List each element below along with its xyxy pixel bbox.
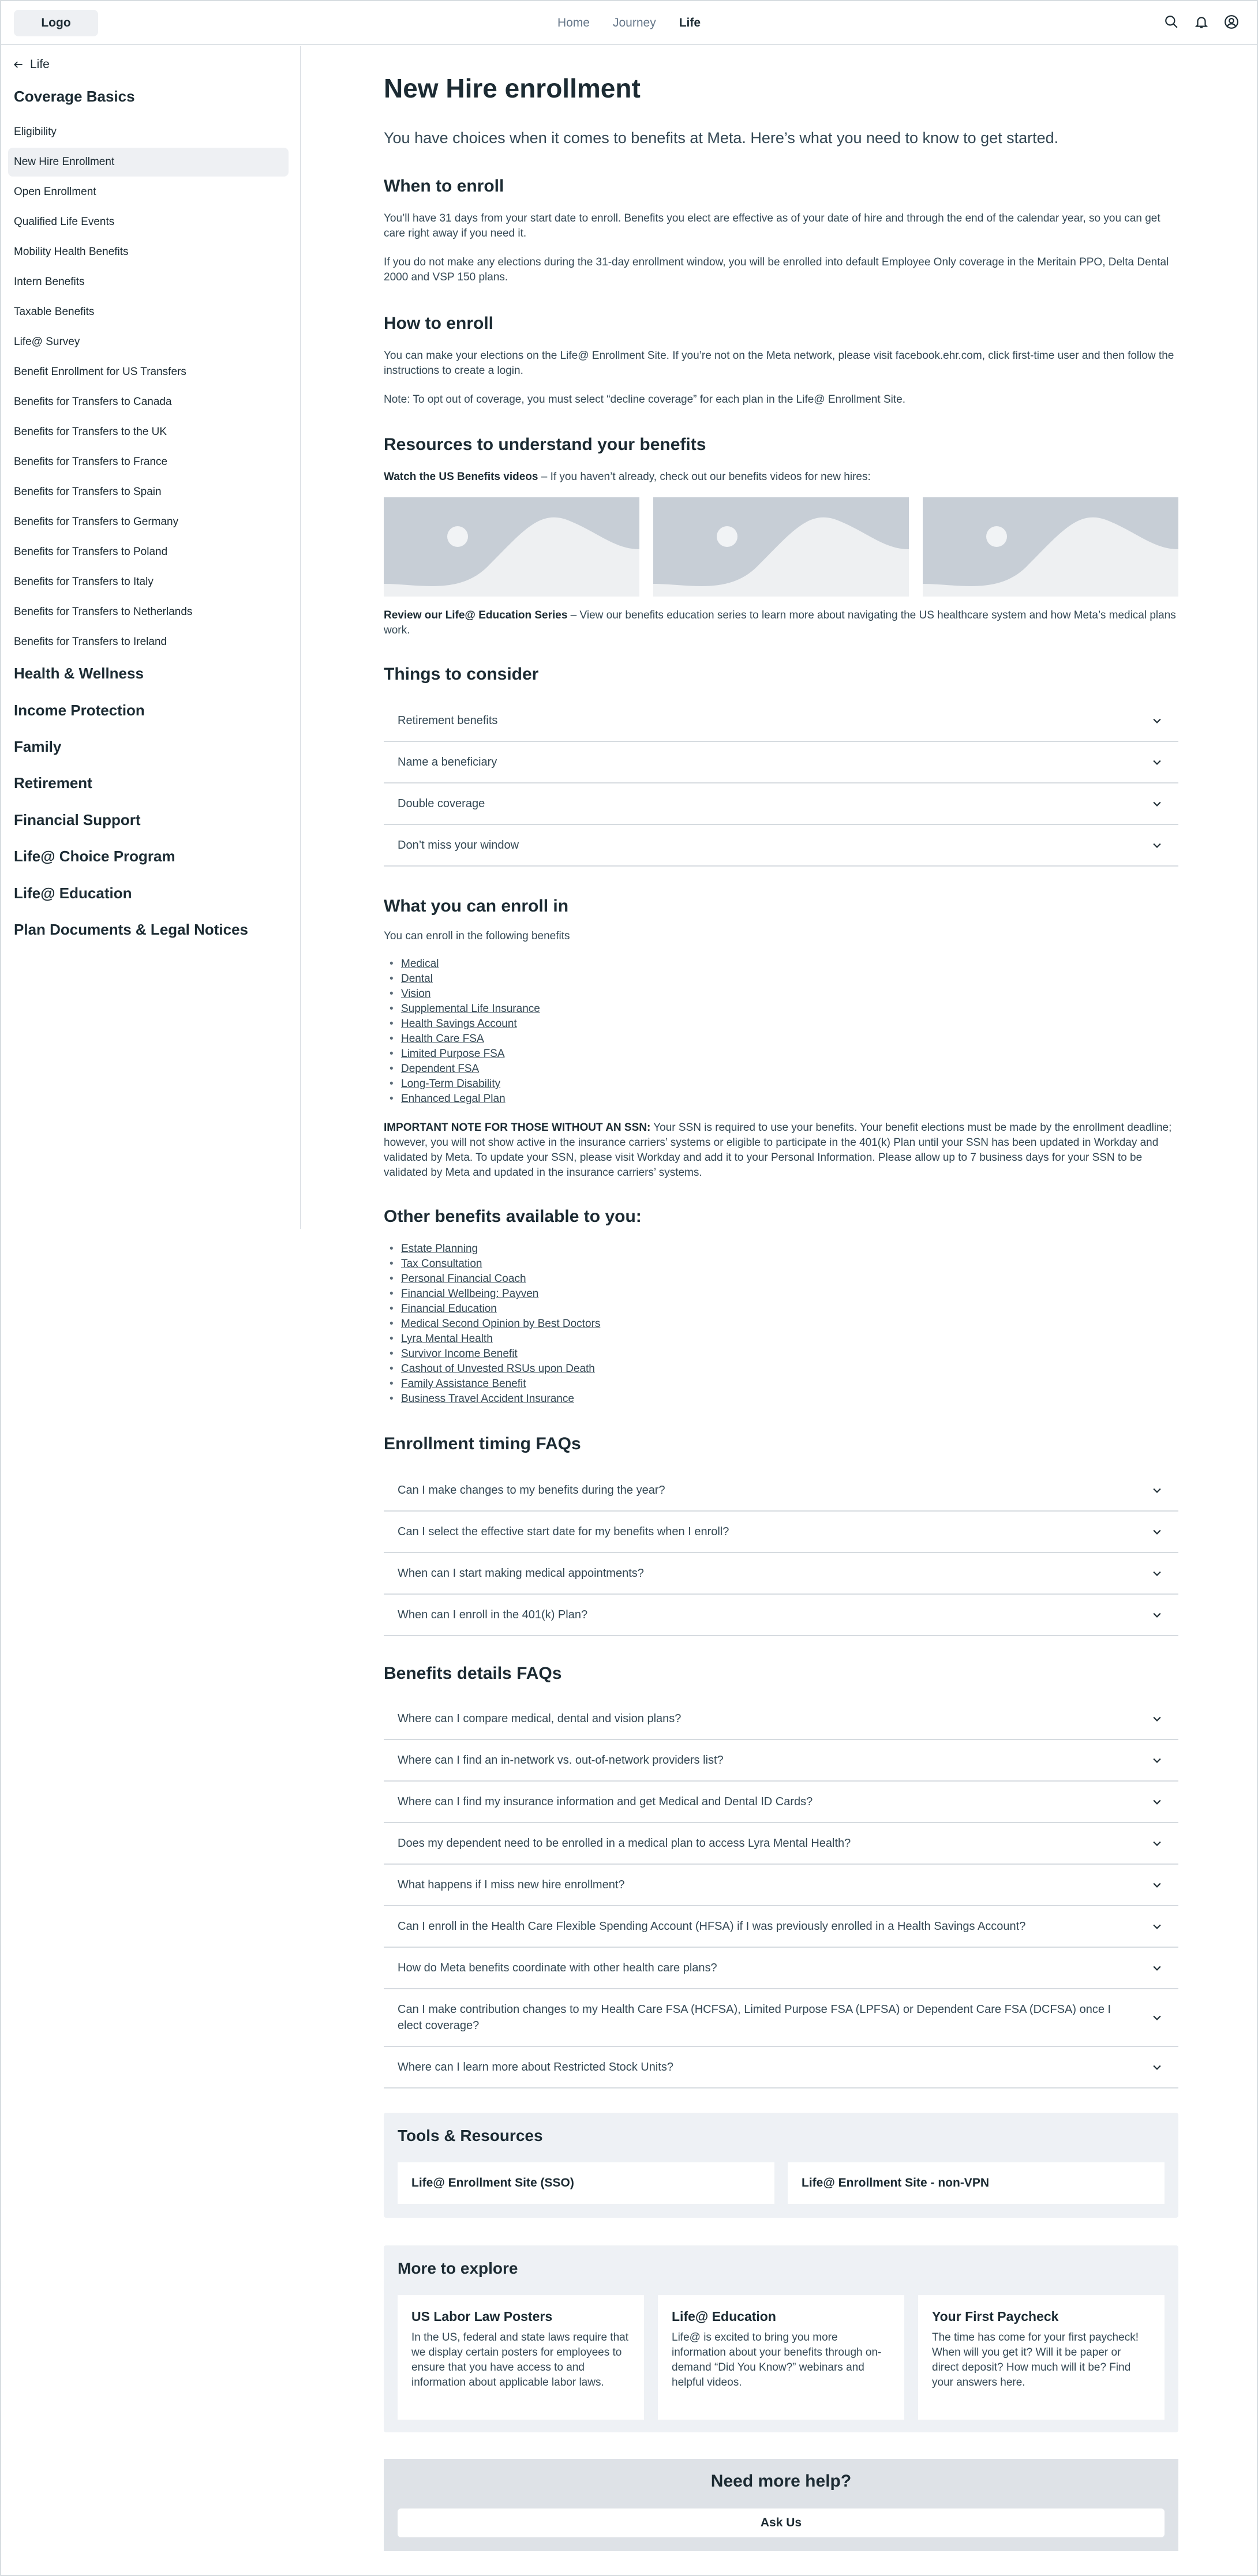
help-panel — [384, 2459, 1178, 2551]
image-placeholder-icon — [923, 497, 1178, 597]
heading-things-to-consider: Things to consider — [384, 665, 539, 684]
sidebar-section-choice-program[interactable]: Life@ Choice Program — [14, 848, 175, 865]
sidebar-item-transfers-uk[interactable]: Benefits for Transfers to the UK — [14, 426, 167, 438]
list-item: • Survivor Income Benefit — [384, 1347, 600, 1362]
sidebar-section-life-education[interactable]: Life@ Education — [14, 884, 132, 902]
chevron-down-icon — [1150, 1794, 1165, 1809]
heading-how-to-enroll: How to enroll — [384, 314, 493, 333]
sidebar-item-transfers-france[interactable]: Benefits for Transfers to France — [14, 456, 168, 468]
faq-item[interactable] — [384, 1740, 1178, 1782]
sidebar-item-intern-benefits[interactable]: Intern Benefits — [14, 276, 85, 288]
videos-paragraph — [384, 470, 1178, 485]
sidebar-section-retirement[interactable]: Retirement — [14, 774, 92, 792]
faq-question: Where can I compare medical, dental and vision plans? — [398, 1712, 682, 1725]
benefit-link[interactable]: Estate Planning — [401, 1243, 478, 1255]
enroll-benefits-list — [384, 957, 540, 1107]
explore-heading: More to explore — [398, 2259, 518, 2277]
sidebar-section-financial-support[interactable]: Financial Support — [14, 811, 141, 828]
list-item: • Personal Financial Coach — [384, 1272, 600, 1287]
bell-icon[interactable] — [1192, 13, 1211, 31]
nav-journey[interactable]: Journey — [612, 16, 656, 29]
list-item: • Tax Consultation — [384, 1257, 600, 1272]
list-item: • Financial Wellbeing: Payven — [384, 1287, 600, 1302]
how-paragraph-2: Note: To opt out of coverage, you must select “decline coverage” for each plan in the Life@ Enrollment Site. — [384, 393, 905, 406]
list-item: • Financial Education — [384, 1302, 600, 1317]
list-item: • Enhanced Legal Plan — [384, 1092, 540, 1107]
benefit-link[interactable]: Vision — [401, 988, 431, 1000]
how-paragraph-1: You can make your elections on the Life@ Enrollment Site. If you’re not on the Meta network, please visit facebook.ehr.com, click first-time user and then follow the instructions to create a login. — [384, 350, 1174, 377]
benefit-link[interactable]: Dependent FSA — [401, 1063, 480, 1075]
benefit-link[interactable]: Health Care FSA — [401, 1033, 484, 1045]
list-item: • Business Travel Accident Insurance — [384, 1392, 600, 1407]
sidebar — [1, 46, 301, 1229]
chevron-down-icon — [1150, 1566, 1165, 1581]
accordion-item[interactable] — [384, 700, 1178, 742]
education-text: – View our benefits education series to learn more about navigating the US healthcare system and how Meta’s medical plans work. — [384, 609, 1176, 636]
faq-item[interactable] — [384, 1512, 1178, 1553]
list-item: • Limited Purpose FSA — [384, 1047, 540, 1062]
heading-when-to-enroll: When to enroll — [384, 177, 504, 196]
faq-question: When can I enroll in the 401(k) Plan? — [398, 1608, 588, 1621]
video-thumbnail[interactable] — [384, 497, 639, 597]
faq-question: Can I make changes to my benefits during the year? — [398, 1484, 665, 1497]
faq-item[interactable] — [384, 1470, 1178, 1512]
chevron-down-icon — [1150, 838, 1165, 853]
list-item: • Vision — [384, 987, 540, 1002]
faq-item[interactable] — [384, 1553, 1178, 1595]
benefit-link[interactable]: Supplemental Life Insurance — [401, 1003, 540, 1015]
accordion-item[interactable] — [384, 742, 1178, 783]
tools-heading: Tools & Resources — [398, 2127, 543, 2144]
page-lead: You have choices when it comes to benefits at Meta. Here’s what you need to know to get started. — [384, 129, 1059, 147]
ssn-note-text: Your SSN is required to use your benefits. Your benefit elections must be made by the enrollment deadline; however, you will not show active in the insurance carriers’ systems or eligible to participate in the 401(k) Plan until your SSN has been updated in Workday and validated by Meta. To update your SSN, please visit Workday and add it to your Personal Information. Please allow up to 7 business days for your SSN to be validated by Meta and updated in the insurance carriers’ systems. — [384, 1122, 1172, 1179]
heading-resources: Resources to understand your benefits — [384, 435, 706, 454]
heading-details-faqs: Benefits details FAQs — [384, 1664, 562, 1683]
benefit-link[interactable]: Tax Consultation — [401, 1258, 482, 1270]
benefit-link[interactable]: Medical — [401, 958, 439, 970]
back-link-label: Life — [30, 58, 50, 71]
card-body: The time has come for your first paycheck! When will you get it? Will it be paper or direct deposit? How much will it be? Find your answers here. — [932, 2331, 1139, 2388]
card-title: Life@ Education — [672, 2309, 776, 2324]
when-paragraph-2: If you do not make any elections during the 31-day enrollment window, you will be enrolled into default Employee Only coverage in the Meritain PPO, Delta Dental 2000 and VSP 150 plans. — [384, 256, 1169, 283]
chevron-down-icon — [1150, 2060, 1165, 2075]
benefit-link[interactable]: Long-Term Disability — [401, 1078, 501, 1090]
list-item: • Cashout of Unvested RSUs upon Death — [384, 1362, 600, 1377]
faq-item[interactable] — [384, 1595, 1178, 1636]
sidebar-item-us-transfers[interactable]: Benefit Enrollment for US Transfers — [14, 366, 186, 378]
benefit-link[interactable]: Health Savings Account — [401, 1018, 517, 1030]
list-item: • Health Savings Account — [384, 1017, 540, 1032]
list-item: • Medical Second Opinion by Best Doctors — [384, 1317, 600, 1332]
accordion-item[interactable] — [384, 783, 1178, 825]
sidebar-item-life-survey[interactable]: Life@ Survey — [14, 336, 80, 348]
benefit-link[interactable]: Survivor Income Benefit — [401, 1348, 518, 1360]
sidebar-section-plan-documents[interactable]: Plan Documents & Legal Notices — [14, 921, 248, 938]
heading-what-you-can-enroll-in: What you can enroll in — [384, 897, 569, 916]
list-item: • Long-Term Disability — [384, 1077, 540, 1092]
chevron-down-icon — [1150, 1483, 1165, 1498]
sidebar-item-transfers-germany[interactable]: Benefits for Transfers to Germany — [14, 516, 179, 528]
sidebar-item-qualified-life-events[interactable]: Qualified Life Events — [14, 216, 115, 228]
faq-item[interactable] — [384, 1865, 1178, 1906]
sidebar-item-mobility-health-benefits[interactable]: Mobility Health Benefits — [14, 246, 129, 258]
accordion-label: Double coverage — [398, 797, 485, 810]
benefit-link[interactable]: Dental — [401, 973, 433, 985]
arrow-left-icon — [13, 59, 24, 70]
benefit-link[interactable]: Cashout of Unvested RSUs upon Death — [401, 1363, 595, 1375]
chevron-down-icon — [1150, 1919, 1165, 1934]
chevron-down-icon — [1150, 1524, 1165, 1539]
faq-question: Where can I learn more about Restricted Stock Units? — [398, 2061, 673, 2073]
list-item: • Lyra Mental Health — [384, 1332, 600, 1347]
sidebar-section-income-protection[interactable]: Income Protection — [14, 702, 145, 719]
faq-item[interactable] — [384, 1989, 1178, 2047]
accordion-label: Don’t miss your window — [398, 839, 519, 852]
faq-item[interactable] — [384, 1782, 1178, 1823]
sidebar-item-eligibility[interactable]: Eligibility — [14, 126, 57, 138]
faq-question: Can I make contribution changes to my Health Care FSA (HCFSA), Limited Purpose FSA (LPFSA) or Dependent Care FSA (DCFSA) once I elect coverage? — [398, 2003, 1111, 2032]
video-thumbnail[interactable] — [923, 497, 1178, 597]
help-heading: Need more help? — [710, 2472, 852, 2491]
list-item: • Estate Planning — [384, 1242, 600, 1257]
faq-question: What happens if I miss new hire enrollment? — [398, 1878, 625, 1891]
nav-life[interactable]: Life — [679, 16, 701, 29]
faq-item[interactable] — [384, 1823, 1178, 1865]
ssn-note-heading: IMPORTANT NOTE FOR THOSE WITHOUT AN SSN: — [384, 1122, 651, 1134]
list-item: • Dependent FSA — [384, 1062, 540, 1077]
explore-card-education[interactable] — [658, 2295, 904, 2420]
sidebar-section-family[interactable]: Family — [14, 738, 62, 755]
user-icon[interactable] — [1222, 13, 1241, 31]
benefit-link[interactable]: Business Travel Accident Insurance — [401, 1393, 574, 1405]
faq-question: Can I select the effective start date for my benefits when I enroll? — [398, 1525, 729, 1538]
nav-home[interactable]: Home — [557, 16, 590, 29]
explore-card-labor-law[interactable] — [398, 2295, 644, 2420]
benefit-link[interactable]: Lyra Mental Health — [401, 1333, 493, 1345]
benefit-link[interactable]: Financial Education — [401, 1303, 497, 1315]
chevron-down-icon — [1150, 1960, 1165, 1975]
card-title: Your First Paycheck — [932, 2309, 1059, 2324]
page-title: New Hire enrollment — [384, 73, 641, 103]
benefit-link[interactable]: Financial Wellbeing: Payven — [401, 1288, 539, 1300]
benefit-link[interactable]: Personal Financial Coach — [401, 1273, 526, 1285]
image-placeholder-icon — [384, 497, 639, 597]
top-bar — [1, 1, 1257, 45]
faq-question: How do Meta benefits coordinate with other health care plans? — [398, 1962, 717, 1974]
sidebar-item-transfers-poland[interactable]: Benefits for Transfers to Poland — [14, 546, 168, 558]
card-body: In the US, federal and state laws require that we display certain posters for employees to ensure that you have access to and information about applicable labor laws. — [411, 2331, 628, 2388]
ask-us-button[interactable]: Ask Us — [398, 2508, 1165, 2537]
search-icon[interactable] — [1162, 13, 1181, 31]
chevron-down-icon — [1150, 796, 1165, 811]
chevron-down-icon — [1150, 1753, 1165, 1768]
back-link[interactable] — [13, 58, 50, 72]
explore-panel — [384, 2245, 1178, 2432]
list-item: • Dental — [384, 972, 540, 987]
sidebar-item-new-hire-enrollment[interactable]: New Hire Enrollment — [8, 148, 289, 177]
logo[interactable]: Logo — [14, 10, 98, 36]
faq-question: Where can I find my insurance information and get Medical and Dental ID Cards? — [398, 1795, 813, 1808]
chevron-down-icon — [1150, 1711, 1165, 1726]
other-benefits-list — [384, 1242, 600, 1407]
accordion-item[interactable] — [384, 825, 1178, 867]
explore-card-paycheck[interactable] — [918, 2295, 1165, 2420]
video-thumbnail[interactable] — [653, 497, 909, 597]
benefit-link[interactable]: Family Assistance Benefit — [401, 1378, 526, 1390]
card-title: US Labor Law Posters — [411, 2309, 553, 2324]
sidebar-item-transfers-netherlands[interactable]: Benefits for Transfers to Netherlands — [14, 606, 193, 618]
enroll-intro: You can enroll in the following benefits — [384, 930, 570, 942]
chevron-down-icon — [1150, 755, 1165, 770]
benefit-link[interactable]: Enhanced Legal Plan — [401, 1093, 506, 1105]
faq-item[interactable] — [384, 1698, 1178, 1740]
chevron-down-icon — [1150, 1836, 1165, 1851]
heading-other-benefits: Other benefits available to you: — [384, 1207, 642, 1226]
accordion-label: Name a beneficiary — [398, 756, 497, 768]
heading-timing-faqs: Enrollment timing FAQs — [384, 1434, 581, 1453]
sidebar-item-open-enrollment[interactable]: Open Enrollment — [14, 186, 96, 198]
videos-link[interactable]: Watch the US Benefits videos — [384, 471, 538, 483]
videos-text: – If you haven’t already, check out our benefits videos for new hires: — [538, 471, 871, 483]
sidebar-item-transfers-canada[interactable]: Benefits for Transfers to Canada — [14, 396, 172, 408]
list-item: • Medical — [384, 957, 540, 972]
tools-panel — [384, 2113, 1178, 2218]
tool-card-non-vpn[interactable]: Life@ Enrollment Site - non-VPN — [788, 2162, 1165, 2204]
sidebar-item-transfers-spain[interactable]: Benefits for Transfers to Spain — [14, 486, 162, 498]
sidebar-section-coverage-basics[interactable]: Coverage Basics — [14, 88, 135, 105]
benefit-link[interactable]: Limited Purpose FSA — [401, 1048, 505, 1060]
sidebar-item-transfers-ireland[interactable]: Benefits for Transfers to Ireland — [14, 636, 167, 648]
chevron-down-icon — [1150, 1607, 1165, 1622]
sidebar-item-transfers-italy[interactable]: Benefits for Transfers to Italy — [14, 576, 153, 588]
sidebar-item-taxable-benefits[interactable]: Taxable Benefits — [14, 306, 95, 318]
video-thumbnails — [384, 497, 1178, 597]
sidebar-section-health-wellness[interactable]: Health & Wellness — [14, 665, 144, 682]
education-paragraph — [384, 608, 1178, 638]
list-item: • Supplemental Life Insurance — [384, 1002, 540, 1017]
image-placeholder-icon — [653, 497, 909, 597]
faq-item[interactable] — [384, 2047, 1178, 2088]
faq-question: Can I enroll in the Health Care Flexible Spending Account (HFSA) if I was previously enrolled in a Health Savings Account? — [398, 1920, 1026, 1933]
benefit-link[interactable]: Medical Second Opinion by Best Doctors — [401, 1318, 601, 1330]
tool-card-sso[interactable]: Life@ Enrollment Site (SSO) — [398, 2162, 774, 2204]
accordion-label: Retirement benefits — [398, 714, 498, 727]
chevron-down-icon — [1150, 713, 1165, 728]
ssn-note — [384, 1120, 1178, 1180]
list-item: • Family Assistance Benefit — [384, 1377, 600, 1392]
chevron-down-icon — [1150, 2010, 1165, 2025]
when-paragraph-1: You’ll have 31 days from your start date to enroll. Benefits you elect are effective as of your date of hire and through the end of the calendar year, so you can get care right away if you need it. — [384, 212, 1160, 239]
faq-item[interactable] — [384, 1906, 1178, 1948]
faq-question: Where can I find an in-network vs. out-of-network providers list? — [398, 1754, 724, 1767]
education-link[interactable]: Review our Life@ Education Series — [384, 609, 568, 621]
list-item: • Health Care FSA — [384, 1032, 540, 1047]
top-nav — [1, 1, 1257, 45]
top-icons — [1162, 13, 1241, 31]
faq-question: Does my dependent need to be enrolled in a medical plan to access Lyra Mental Health? — [398, 1837, 851, 1850]
faq-question: When can I start making medical appointments? — [398, 1567, 644, 1580]
card-body: Life@ is excited to bring you more information about your benefits through on-demand “Did You Know?” webinars and helpful videos. — [672, 2331, 882, 2388]
faq-item[interactable] — [384, 1948, 1178, 1989]
chevron-down-icon — [1150, 1877, 1165, 1892]
